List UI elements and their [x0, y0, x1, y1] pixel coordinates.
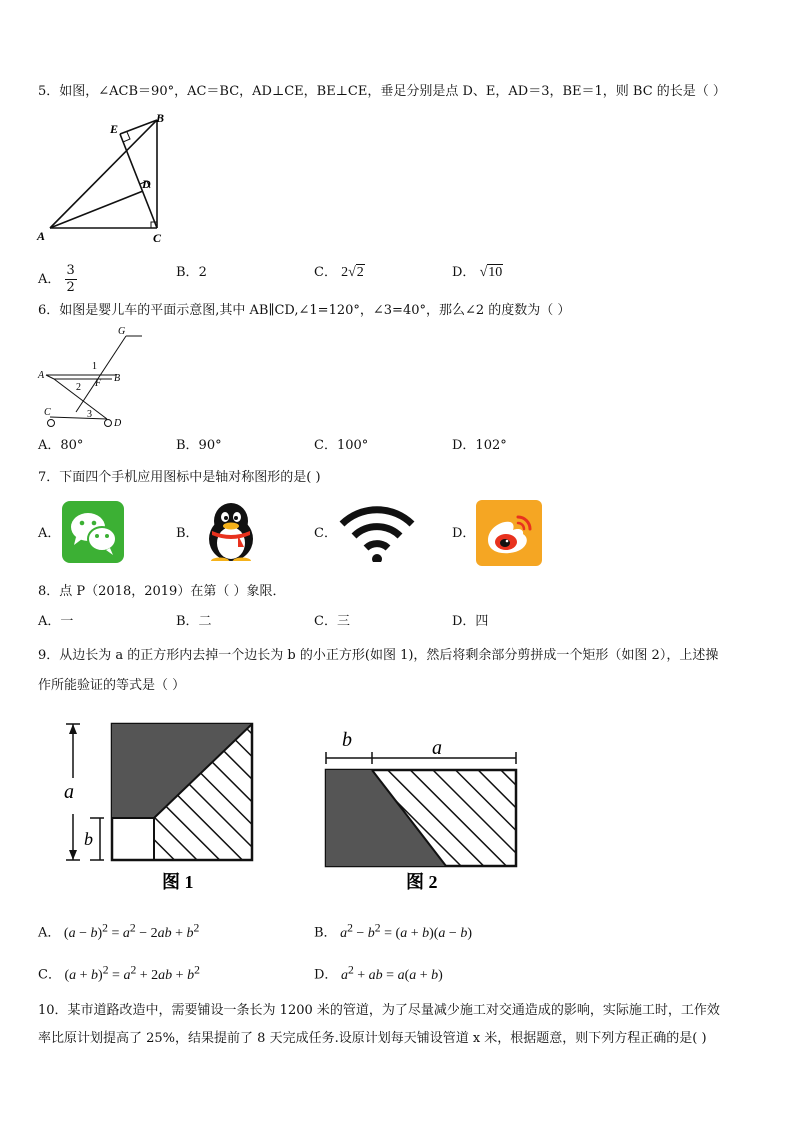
q7-option-c-label[interactable]: C． [314, 526, 337, 541]
q9-fig2-label-b: b [342, 729, 352, 751]
q9-fig1-label-b: b [84, 829, 93, 849]
q5-option-b[interactable]: B．2 [176, 265, 207, 280]
q9-option-a-formula: $(a - b)^2 = a^2 - 2ab + b^2$ [63, 921, 200, 941]
q9-fig1-label-a: a [64, 781, 74, 803]
q6-angle-1: 1 [92, 361, 97, 372]
q9-option-c-formula: $(a + b)^2 = a^2 + 2ab + b^2$ [64, 963, 200, 983]
q7-option-a-label[interactable]: A． [38, 526, 61, 541]
question-9-stem-line2: 作所能验证的等式是（ ） [38, 678, 186, 693]
q5-option-d[interactable]: D． √10 [452, 265, 503, 280]
question-5-stem: 5．如图，∠ACB＝90°，AC＝BC，AD⊥CE，BE⊥CE，垂足分别是点 D、E，AD＝3，BE＝1，则 BC 的长是（ ） [38, 84, 726, 99]
q8-option-d[interactable]: D．四 [452, 614, 489, 629]
q9-option-b-formula: $a^2 - b^2 = (a + b)(a - b)$ [340, 921, 472, 941]
q8-option-b[interactable]: B．二 [176, 614, 212, 629]
q6-option-d[interactable]: D．102° [452, 438, 507, 453]
sqrt-sign: √ [348, 265, 356, 280]
wifi-icon[interactable] [338, 500, 416, 562]
q6-option-c[interactable]: C．100° [314, 438, 369, 453]
qq-penguin-icon[interactable] [198, 499, 260, 561]
q6-figure [34, 322, 144, 432]
q6-option-b[interactable]: B．90° [176, 438, 222, 453]
q9-fig1-caption: 图 1 [162, 872, 194, 892]
q6-angle-3: 3 [87, 409, 92, 420]
q5-label-c: C [153, 231, 162, 245]
q9-fig2-label-a: a [432, 737, 442, 759]
q9-option-d-formula: $a^2$ + ab = a(a + b) [340, 963, 443, 983]
fraction: $\frac{3}{2}$ [66, 263, 75, 295]
q5-option-c[interactable]: C． 2√2 [314, 265, 364, 280]
q6-angle-2: 2 [76, 382, 81, 393]
q8-option-c[interactable]: C．三 [314, 614, 350, 629]
q9-option-c[interactable]: C． $(a + b)^2 = a^2 + 2ab + b^2$ [38, 963, 200, 983]
sqrt-sign: √ [479, 265, 488, 280]
q5-label-e: E [110, 122, 119, 136]
q7-option-d-label[interactable]: D． [452, 526, 476, 541]
question-8-stem: 8．点 P（2018，2019）在第（ ）象限． [38, 584, 286, 599]
question-9-stem-line1: 9．从边长为 a 的正方形内去掉一个边长为 b 的小正方形(如图 1)，然后将剩余部分剪拼成一个矩形（如图 2），上述操 [38, 648, 719, 663]
wechat-icon[interactable] [62, 501, 124, 563]
q7-option-b-label[interactable]: B． [176, 526, 199, 541]
q6-label-f: F [95, 378, 102, 389]
q9-fig2-caption: 图 2 [406, 872, 438, 892]
q9-figure-2 [316, 722, 528, 894]
q9-option-b[interactable]: B． $a^2 - b^2 = (a + b)(a - b)$ [314, 921, 472, 941]
q5-figure [34, 112, 174, 250]
q8-option-a[interactable]: A．一 [38, 614, 74, 629]
weibo-icon[interactable] [476, 500, 542, 566]
q6-label-b: B [114, 373, 121, 384]
q5-label-a: A [37, 229, 46, 243]
q6-label-a: A [38, 370, 45, 381]
q9-option-a[interactable]: A． $(a - b)^2 = a^2 - 2ab + b^2$ [38, 921, 200, 941]
q5-label-d: D [142, 177, 151, 191]
q6-label-d: D [114, 418, 122, 429]
question-7-stem: 7．下面四个手机应用图标中是轴对称图形的是( ) [38, 470, 321, 485]
q6-label-g: G [118, 326, 126, 337]
q9-option-d[interactable]: D． $a^2$ + ab = a(a + b) [314, 963, 443, 983]
q9-figure-1 [54, 718, 274, 894]
question-6-stem: 6．如图是婴儿车的平面示意图,其中 AB∥CD,∠1=120°，∠3=40°，那么∠2 的度数为（ ） [38, 303, 571, 318]
question-10-stem-line2: 率比原计划提高了 25%，结果提前了 8 天完成任务.设原计划每天铺设管道 x 米，根据题意，则下列方程正确的是( ) [38, 1031, 707, 1046]
q6-label-c: C [44, 407, 51, 418]
q6-option-a[interactable]: A．80° [38, 438, 84, 453]
q5-option-a[interactable]: A． $\frac{3}{2}$ [38, 263, 75, 295]
question-10-stem-line1: 10．某市道路改造中，需要铺设一条长为 1200 米的管道，为了尽量减少施工对交通造成的影响，实际施工时，工作效 [38, 1003, 720, 1018]
q5-label-b: B [156, 112, 165, 125]
